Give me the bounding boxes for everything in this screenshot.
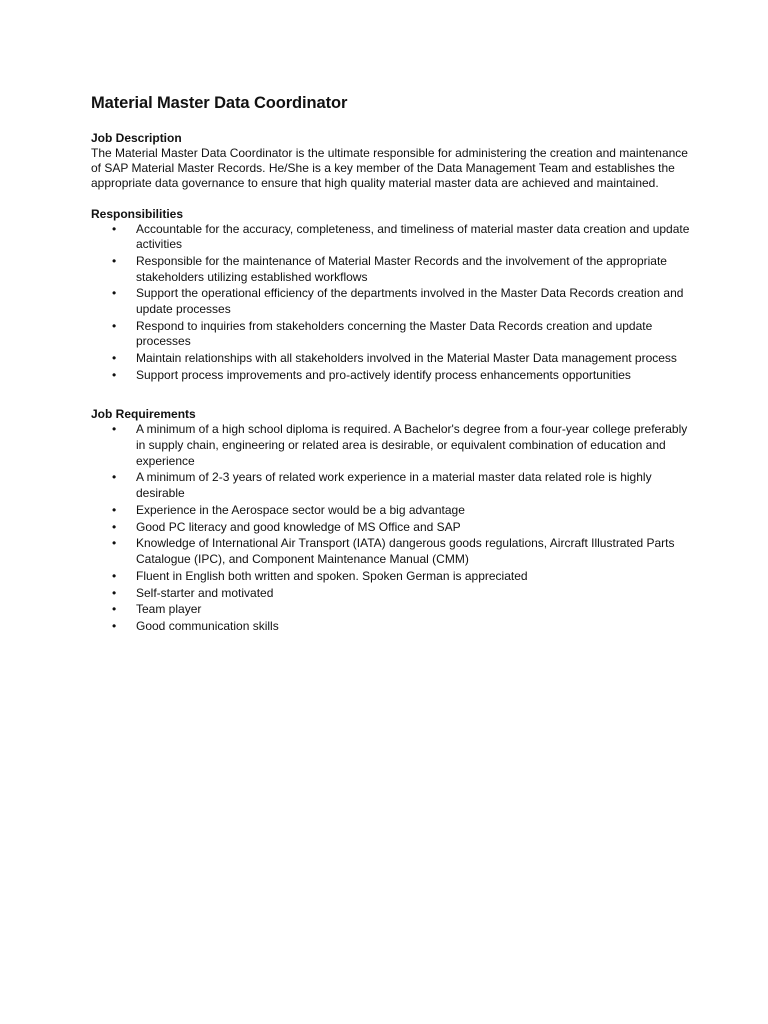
responsibilities-section xyxy=(91,207,691,384)
job-requirements-section xyxy=(91,407,691,634)
bullet-icon: • xyxy=(112,221,117,236)
document-title: Material Master Data Coordinator xyxy=(91,94,348,112)
job-requirements-heading: Job Requirements xyxy=(91,407,196,422)
bullet-icon: • xyxy=(112,568,117,583)
bullet-icon: • xyxy=(112,502,117,517)
list-item xyxy=(91,222,691,253)
job-description-section xyxy=(91,131,691,192)
list-item-text: Fluent in English both written and spoken. Spoken German is appreciated xyxy=(136,568,528,583)
list-item-text: A minimum of 2-3 years of related work experience in a material master data related role is highly desirable xyxy=(136,470,652,501)
bullet-icon: • xyxy=(112,318,117,333)
bullet-icon: • xyxy=(112,422,117,437)
list-item-text: Team player xyxy=(136,602,202,617)
list-item-text: Respond to inquiries from stakeholders concerning the Master Data Records creation and update processes xyxy=(136,318,653,349)
list-item xyxy=(91,520,691,536)
list-item xyxy=(91,586,691,602)
list-item xyxy=(91,536,691,567)
list-item xyxy=(91,602,691,618)
bullet-icon: • xyxy=(112,253,117,268)
bullet-icon: • xyxy=(112,286,117,301)
list-item-text: A minimum of a high school diploma is required. A Bachelor's degree from a four-year college preferably in supply chain, engineering or related area is desirable, or equivalent combination of education and experience xyxy=(136,422,688,468)
document-page xyxy=(91,93,691,636)
bullet-icon: • xyxy=(112,585,117,600)
list-item xyxy=(91,286,691,317)
responsibilities-heading: Responsibilities xyxy=(91,206,184,221)
list-item-text: Support the operational efficiency of the departments involved in the Master Data Records creation and update processes xyxy=(136,286,684,316)
list-item xyxy=(91,368,691,384)
bullet-icon: • xyxy=(112,536,117,551)
job-requirements-list xyxy=(91,422,691,634)
bullet-icon: • xyxy=(112,470,117,485)
responsibilities-list xyxy=(91,222,691,384)
list-item-text: Responsible for the maintenance of Material Master Records and the involvement of the appropriate stakeholders utilizing established workflows xyxy=(136,253,667,284)
list-item-text: Self-starter and motivated xyxy=(136,585,274,600)
list-item-text: Support process improvements and pro-actively identify process enhancements opportunities xyxy=(136,367,631,382)
job-description-text: The Material Master Data Coordinator is the ultimate responsible for administering the creation and maintenance of SAP Material Master Records. He/She is a key member of the Data Management Team and establishes the appropriate data governance to ensure that high quality material master data are achieved and maintained. xyxy=(91,146,688,191)
bullet-icon: • xyxy=(112,367,117,382)
list-item xyxy=(91,619,691,635)
bullet-icon: • xyxy=(112,602,117,617)
list-item xyxy=(91,503,691,519)
list-item-text: Experience in the Aerospace sector would be a big advantage xyxy=(136,502,465,517)
list-item xyxy=(91,319,691,350)
list-item xyxy=(91,470,691,501)
job-description-heading: Job Description xyxy=(91,131,182,145)
list-item-text: Accountable for the accuracy, completeness, and timeliness of material master data creation and update activities xyxy=(136,221,690,252)
bullet-icon: • xyxy=(112,351,117,366)
list-item-text: Maintain relationships with all stakeholders involved in the Material Master Data management process xyxy=(136,351,677,366)
bullet-icon: • xyxy=(112,619,117,634)
list-item-text: Knowledge of International Air Transport (IATA) dangerous goods regulations, Aircraft Illustrated Parts Catalogue (IPC), and Component Maintenance Manual (CMM) xyxy=(136,536,675,566)
list-item-text: Good PC literacy and good knowledge of MS Office and SAP xyxy=(136,519,461,534)
list-item xyxy=(91,254,691,285)
list-item xyxy=(91,569,691,585)
list-item xyxy=(91,422,691,469)
list-item xyxy=(91,351,691,367)
bullet-icon: • xyxy=(112,519,117,534)
list-item-text: Good communication skills xyxy=(136,619,279,634)
